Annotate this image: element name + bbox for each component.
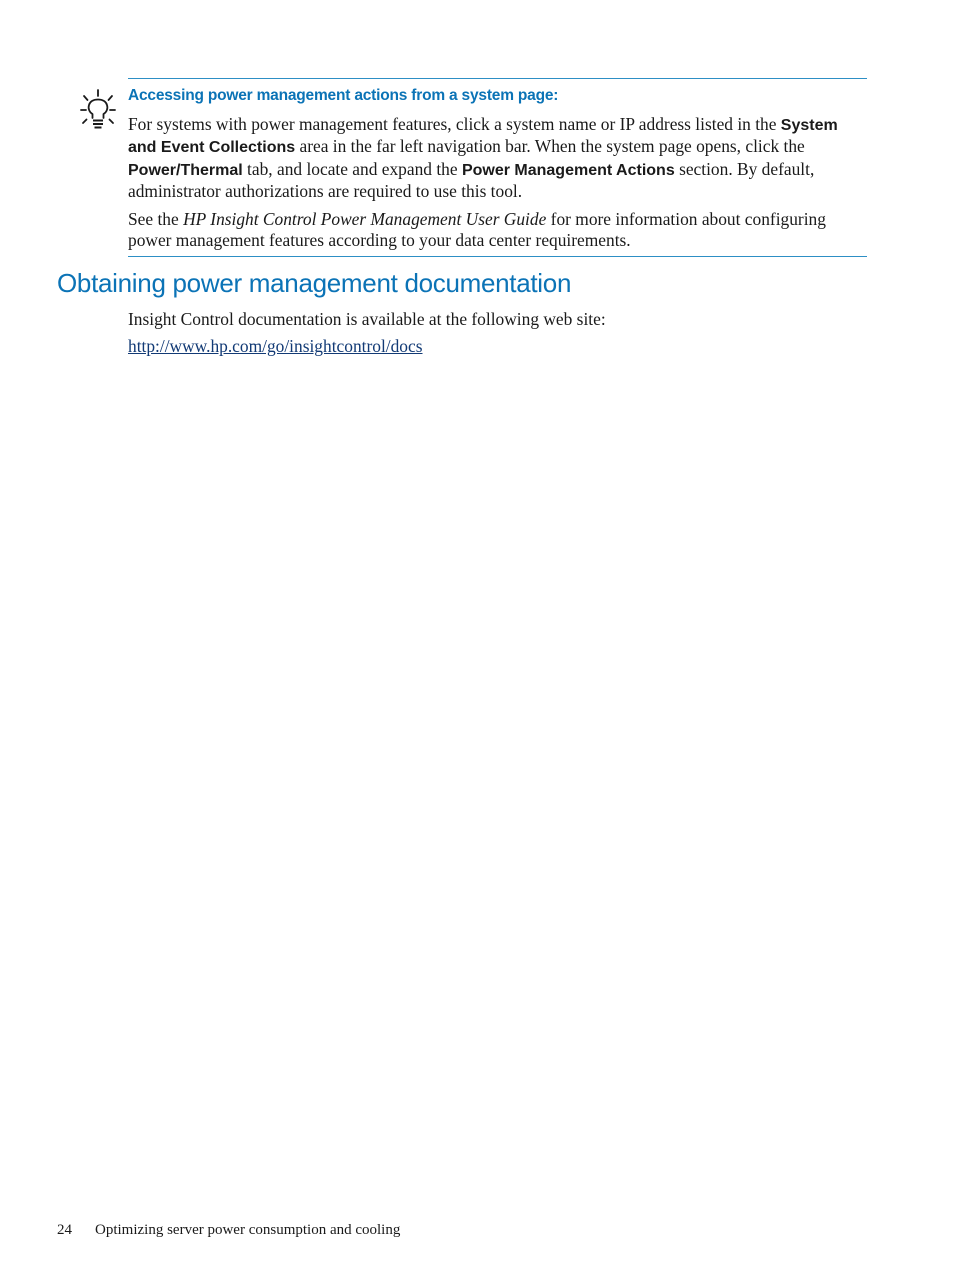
ui-term-power-thermal-tab: Power/Thermal [128,161,243,179]
section-heading: Obtaining power management documentation [57,268,572,298]
section-body [128,309,606,358]
tip-paragraph-reference [128,209,870,252]
tip-text: area in the far left navigation bar. When the system page opens, click the [295,136,805,157]
doc-link-line [128,336,606,357]
tip-top-rule [128,78,867,79]
tip-title: Accessing power management actions from a system page: [128,87,559,104]
ui-term-system-event-collections: System and Event Collections [128,117,838,157]
lightbulb-icon [78,88,118,132]
tip-body [128,114,870,252]
tip-bottom-rule [128,256,867,257]
guide-title: HP Insight Control Power Management User Guide [183,209,547,230]
tip-text: For systems with power management features, click a system name or IP address listed in the [128,114,781,134]
ui-term-power-management-actions: Power Management Actions [461,161,675,179]
page-footer [57,1222,400,1239]
tip-text: section. By default, administrator authorizations are required to use this tool. [128,158,815,201]
chapter-title: Optimizing server power consumption and cooling [95,1222,401,1238]
tip-text: tab, and locate and expand the [242,158,462,179]
section-intro: Insight Control documentation is available at the following web site: [128,309,606,329]
tip-text: for more information about configuring power management features according to your data center requirements. [128,209,826,251]
page-number: 24 [57,1222,72,1238]
documentation-link[interactable]: http://www.hp.com/go/insightcontrol/docs [128,336,423,357]
tip-paragraph-instructions [128,114,870,202]
tip-text: See the [128,209,184,230]
